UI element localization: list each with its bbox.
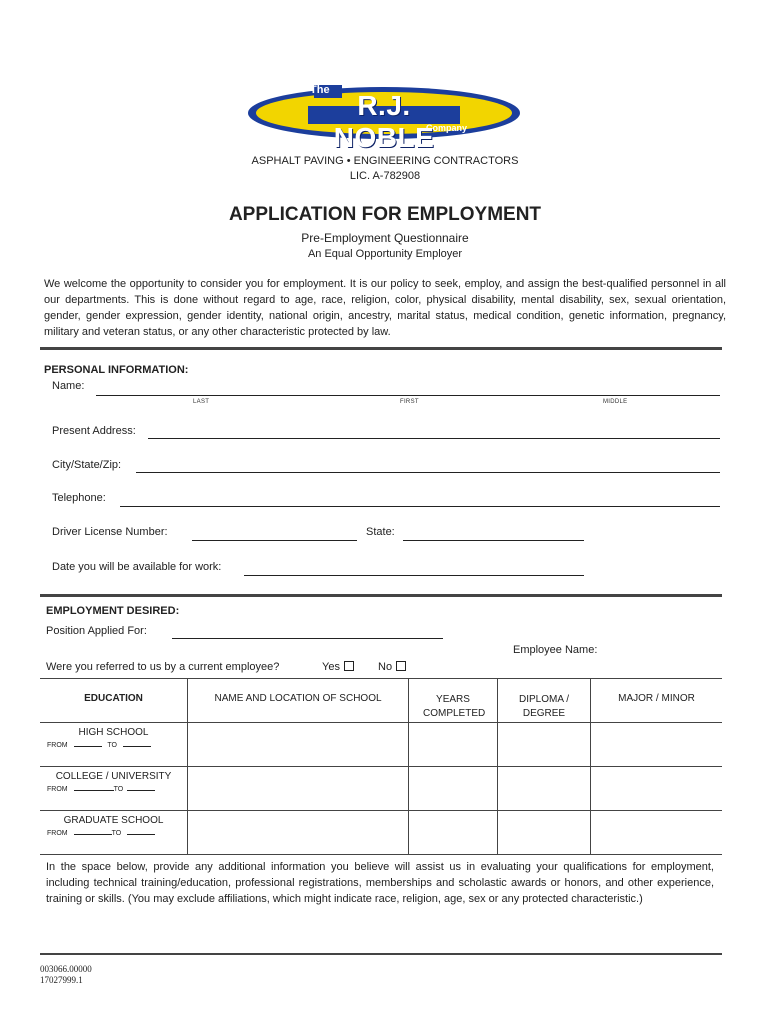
position-label: Position Applied For: xyxy=(46,625,147,637)
edu-header-diploma-text: DIPLOMA / DEGREE xyxy=(518,694,569,719)
referred-no-option[interactable] xyxy=(378,661,406,673)
to-field[interactable] xyxy=(123,746,151,747)
table-row xyxy=(40,811,722,855)
employment-heading: EMPLOYMENT DESIRED: xyxy=(46,605,180,617)
major-cell[interactable] xyxy=(591,811,723,855)
intro-paragraph: We welcome the opportunity to consider you for employment. It is our policy to seek, employ, and assign the best-qualified personnel in all our departments. This is done without regard to age, race, religion, color, physical disability, mental disability, sex, sexual orientation, gender, gender expression, gender identity, national origin, ancestry, marital status, medical condition, genetic information, pregnancy, military and veteran status, or any other characteristic protected by law. xyxy=(44,278,726,338)
from-field[interactable] xyxy=(74,834,112,835)
to-label: TO xyxy=(113,786,124,793)
edu-level-label: HIGH SCHOOL xyxy=(78,727,149,738)
address-label: Present Address: xyxy=(52,425,136,437)
logo-the: The xyxy=(310,84,330,96)
logo-name: R.J. NOBLE xyxy=(333,90,435,153)
diploma-cell[interactable] xyxy=(498,723,591,767)
form-code-2: 17027999.1 xyxy=(40,975,83,985)
eoe-statement: An Equal Opportunity Employer xyxy=(307,248,463,260)
edu-level-cell xyxy=(40,723,188,767)
edu-header-major: MAJOR / MINOR xyxy=(591,679,723,723)
to-label: TO xyxy=(107,742,117,749)
school-cell[interactable] xyxy=(188,767,409,811)
edu-header-school: NAME AND LOCATION OF SCHOOL xyxy=(188,679,409,723)
years-cell[interactable] xyxy=(409,723,498,767)
additional-info-paragraph: In the space below, provide any additional information you believe will assist us in evaluating your qualifications for employment, including technical training/education, professional registrations, memberships and scholastic awards or honors, and other experience, training or skills. (You may exclude affiliations, which might indicate race, religion, age, sex or any protected characteristic.) xyxy=(46,861,714,905)
edu-level-label: COLLEGE / UNIVERSITY xyxy=(55,771,172,782)
table-row xyxy=(40,723,722,767)
date-available-label: Date you will be available for work: xyxy=(52,561,222,573)
edu-header-diploma xyxy=(498,679,591,723)
diploma-cell[interactable] xyxy=(498,767,591,811)
name-label: Name: xyxy=(52,380,85,392)
phone-field[interactable] xyxy=(120,506,720,507)
edu-header-years-text: YEARS COMPLETED xyxy=(423,694,486,719)
from-field[interactable] xyxy=(74,746,102,747)
state-field[interactable] xyxy=(403,540,584,541)
years-cell[interactable] xyxy=(409,767,498,811)
license-field[interactable] xyxy=(192,540,357,541)
header-line1: ASPHALT PAVING • ENGINEERING CONTRACTORS xyxy=(251,155,519,167)
section-divider xyxy=(40,594,722,597)
form-code-1: 003066.00000 xyxy=(40,964,92,974)
first-caption: FIRST xyxy=(400,399,419,405)
education-table xyxy=(40,678,722,855)
referred-yes-option[interactable] xyxy=(322,661,354,673)
years-cell[interactable] xyxy=(409,811,498,855)
section-divider xyxy=(40,347,722,350)
page-title: APPLICATION FOR EMPLOYMENT xyxy=(228,204,542,225)
date-available-field[interactable] xyxy=(244,575,584,576)
edu-header-years xyxy=(409,679,498,723)
referred-label: Were you referred to us by a current employee? xyxy=(46,661,280,673)
company-logo xyxy=(246,80,522,153)
page-subtitle: Pre-Employment Questionnaire xyxy=(301,231,469,245)
edu-dates[interactable] xyxy=(41,742,186,749)
major-cell[interactable] xyxy=(591,723,723,767)
logo-company: Company xyxy=(426,123,468,133)
edu-level-label: GRADUATE SCHOOL xyxy=(63,815,164,826)
middle-caption: MIDDLE xyxy=(603,399,628,405)
to-label: TO xyxy=(111,830,122,837)
major-cell[interactable] xyxy=(591,767,723,811)
table-row xyxy=(40,767,722,811)
position-field[interactable] xyxy=(172,638,443,639)
license-label: Driver License Number: xyxy=(52,526,168,538)
phone-label: Telephone: xyxy=(52,492,106,504)
city-field[interactable] xyxy=(136,472,720,473)
name-field[interactable] xyxy=(96,395,720,396)
edu-header-education: EDUCATION xyxy=(40,679,188,723)
from-label: FROM xyxy=(47,830,68,837)
school-cell[interactable] xyxy=(188,811,409,855)
employee-name-label: Employee Name: xyxy=(513,644,598,656)
header-line2: LIC. A-782908 xyxy=(349,170,421,182)
last-caption: LAST xyxy=(193,399,210,405)
edu-dates[interactable] xyxy=(41,786,186,793)
footer-divider xyxy=(40,953,722,955)
no-checkbox[interactable] xyxy=(396,661,406,671)
to-field[interactable] xyxy=(127,790,155,791)
edu-level-cell xyxy=(40,811,188,855)
from-label: FROM xyxy=(47,786,68,793)
edu-dates[interactable] xyxy=(41,830,186,837)
state-label: State: xyxy=(366,526,395,538)
yes-label: Yes xyxy=(322,661,340,673)
from-label: FROM xyxy=(47,742,68,749)
edu-level-cell xyxy=(40,767,188,811)
diploma-cell[interactable] xyxy=(498,811,591,855)
address-field[interactable] xyxy=(148,438,720,439)
city-label: City/State/Zip: xyxy=(52,459,122,471)
school-cell[interactable] xyxy=(188,723,409,767)
personal-heading: PERSONAL INFORMATION: xyxy=(44,364,189,376)
yes-checkbox[interactable] xyxy=(344,661,354,671)
no-label: No xyxy=(378,661,393,673)
from-field[interactable] xyxy=(74,790,114,791)
to-field[interactable] xyxy=(127,834,155,835)
